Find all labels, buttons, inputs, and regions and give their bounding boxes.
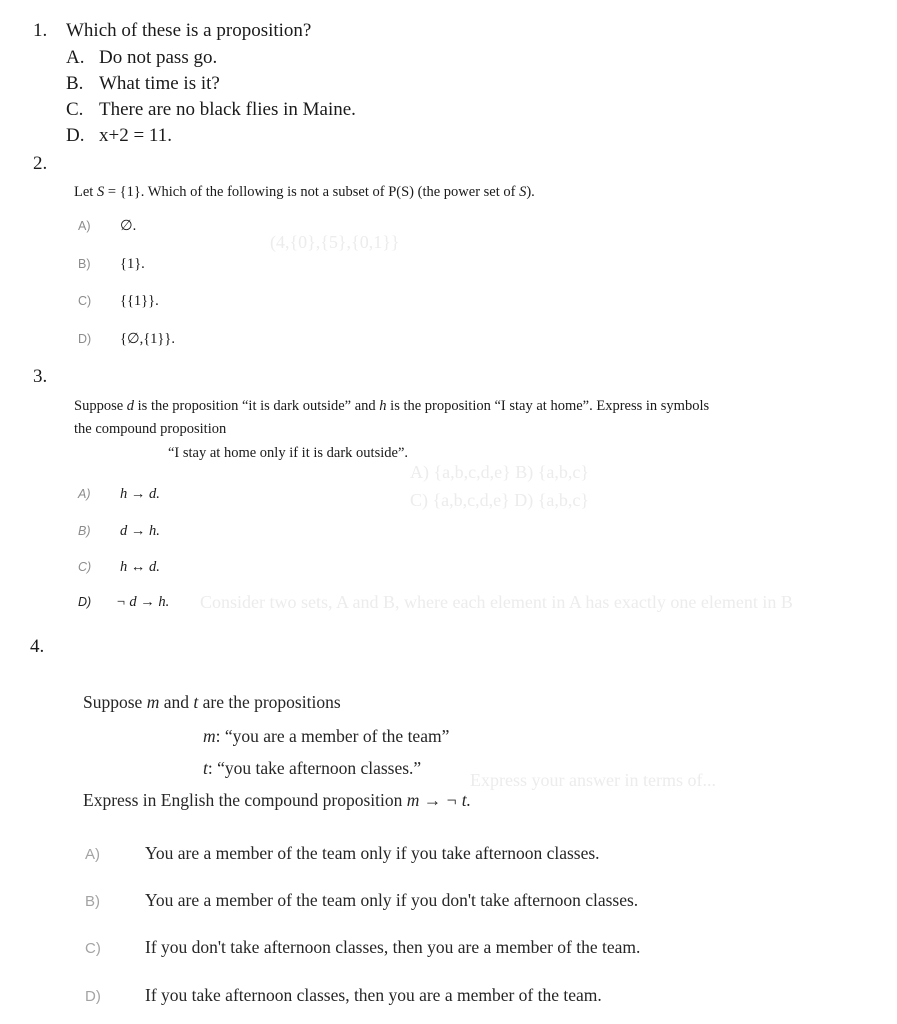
option-letter: B. xyxy=(66,73,84,94)
option-text: h → d. xyxy=(120,486,160,502)
quoted-proposition: “I stay at home only if it is dark outside”. xyxy=(168,445,409,461)
answer-option-d[interactable] xyxy=(66,125,172,147)
answer-option-b[interactable] xyxy=(66,73,220,95)
question-text: Suppose m and t are the propositions xyxy=(83,692,341,712)
option-letter: B) xyxy=(85,893,100,910)
option-text: x+2 = 11. xyxy=(99,125,172,146)
option-text: ¬ d → h. xyxy=(116,594,170,610)
answer-option-a[interactable] xyxy=(78,486,160,503)
option-text: There are no black flies in Maine. xyxy=(99,99,356,120)
answer-option-a[interactable] xyxy=(66,47,217,69)
answer-option-b[interactable] xyxy=(78,256,145,273)
bleed-through-text: (4,{0},{5},{0,1}} xyxy=(270,232,400,252)
option-letter: A) xyxy=(85,846,100,863)
question-number: 2. xyxy=(33,153,48,174)
answer-option-c[interactable] xyxy=(66,99,356,121)
option-letter: D) xyxy=(85,988,101,1005)
answer-option-c[interactable] xyxy=(78,293,159,310)
option-letter: D) xyxy=(78,595,92,609)
option-text: ∅. xyxy=(120,218,137,234)
answer-option-c[interactable] xyxy=(78,559,160,576)
proposition-t-definition: t: “you take afternoon classes.” xyxy=(203,758,422,778)
proposition-m-definition: m: “you are a member of the team” xyxy=(203,726,450,746)
question-text: Which of these is a proposition? xyxy=(66,20,312,41)
option-text: You are a member of the team only if you don't take afternoon classes. xyxy=(145,890,639,910)
option-letter: D) xyxy=(78,332,92,346)
answer-option-c[interactable] xyxy=(85,937,640,958)
bleed-through-text: Consider two sets, A and B, where each element in A has exactly one element in B xyxy=(200,592,793,612)
answer-option-d[interactable] xyxy=(85,985,602,1006)
question-text-continued: the compound proposition xyxy=(74,421,227,437)
question-prompt: Express in English the compound proposition m → ¬ t. xyxy=(83,790,472,810)
option-letter: A) xyxy=(78,219,91,233)
option-text: Do not pass go. xyxy=(99,47,218,68)
option-text: h ↔ d. xyxy=(120,559,160,575)
question-number: 1. xyxy=(33,20,48,41)
option-letter: C) xyxy=(78,560,92,574)
option-letter: C) xyxy=(85,940,101,957)
bleed-through-text: A) {a,b,c,d,e} B) {a,b,c} xyxy=(410,462,589,482)
answer-option-a[interactable] xyxy=(85,843,600,864)
option-letter: A. xyxy=(66,47,85,68)
option-text: You are a member of the team only if you take afternoon classes. xyxy=(145,843,600,863)
option-letter: A) xyxy=(78,487,91,501)
option-text: If you don't take afternoon classes, then you are a member of the team. xyxy=(145,937,641,957)
option-text: {1}. xyxy=(120,256,145,272)
bleed-through-text: Express your answer in terms of... xyxy=(470,770,716,790)
option-letter: B) xyxy=(78,257,91,271)
question-text: Suppose d is the proposition “it is dark outside” and h is the proposition “I stay at home”. Express in symbols xyxy=(74,398,710,414)
bleed-through-text: C) {a,b,c,d,e} D) {a,b,c} xyxy=(410,490,589,510)
answer-option-b[interactable] xyxy=(85,890,638,911)
question-number: 3. xyxy=(33,366,48,387)
option-letter: D. xyxy=(66,125,85,146)
question-text: Let S = {1}. Which of the following is not a subset of P(S) (the power set of S). xyxy=(74,184,535,200)
option-letter: C) xyxy=(78,294,92,308)
option-text: d → h. xyxy=(120,523,160,539)
option-text: What time is it? xyxy=(99,73,220,94)
option-letter: C. xyxy=(66,99,84,120)
option-letter: B) xyxy=(78,524,91,538)
answer-option-d[interactable] xyxy=(78,331,175,348)
option-text: {{1}}. xyxy=(120,293,159,309)
answer-option-b[interactable] xyxy=(78,523,160,540)
answer-option-d[interactable] xyxy=(78,594,169,611)
answer-option-a[interactable] xyxy=(78,218,136,235)
question-number: 4. xyxy=(30,636,45,657)
option-text: If you take afternoon classes, then you are a member of the team. xyxy=(145,985,602,1005)
option-text: {∅,{1}}. xyxy=(120,331,175,347)
